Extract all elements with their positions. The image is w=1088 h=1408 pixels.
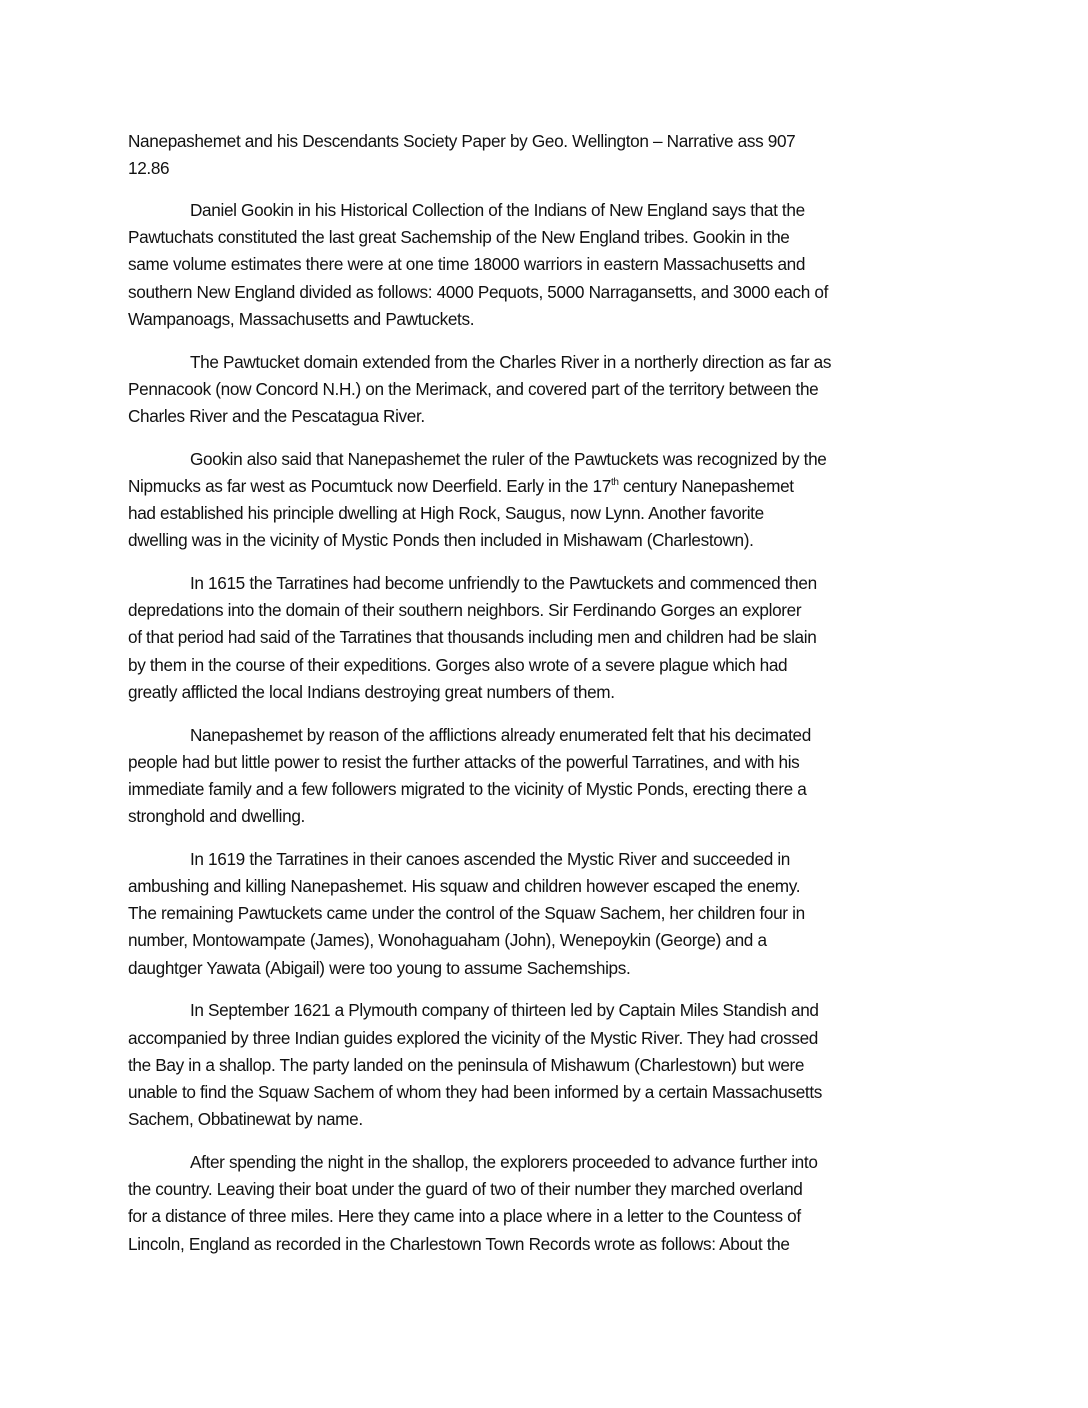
paragraph-line: people had but little power to resist the further attacks of the powerful Tarratines, and with his: [128, 751, 800, 772]
document-body: [128, 197, 968, 1273]
paragraph-line: Lincoln, England as recorded in the Charlestown Town Records wrote as follows: About the: [128, 1233, 790, 1254]
line-text: century Nanepashemet: [618, 475, 794, 496]
superscript: th: [610, 476, 619, 488]
paragraph-line: Charles River and the Pescatagua River.: [128, 405, 425, 426]
paragraph: [128, 197, 968, 333]
paragraph-line: Pawtuchats constituted the last great Sachemship of the New England tribes. Gookin in the: [128, 227, 790, 248]
paragraph-line: dwelling was in the vicinity of Mystic Ponds then included in Mishawam (Charlestown).: [128, 530, 754, 551]
paragraph: [128, 349, 968, 431]
paragraph-line: had established his principle dwelling at High Rock, Saugus, now Lynn. Another favorite: [128, 503, 764, 524]
paragraph-line: the country. Leaving their boat under the guard of two of their number they marched overland: [128, 1179, 803, 1200]
paragraph-line: In 1619 the Tarratines in their canoes ascended the Mystic River and succeeded in: [190, 848, 790, 869]
paragraph-line: of that period had said of the Tarratines that thousands including men and children had be slain: [128, 627, 817, 648]
document-heading: [128, 128, 968, 182]
paragraph-line: In 1615 the Tarratines had become unfriendly to the Pawtuckets and commenced then: [190, 573, 817, 594]
paragraph-line: southern New England divided as follows: 4000 Pequots, 5000 Narragansetts, and 3000 each of: [128, 281, 829, 302]
paragraph-line: immediate family and a few followers migrated to the vicinity of Mystic Ponds, erecting there a: [128, 778, 807, 799]
paragraph-line: for a distance of three miles. Here they came into a place where in a letter to the Countess of: [128, 1206, 801, 1227]
paragraph: [128, 446, 968, 555]
paragraph-line: daughtger Yawata (Abigail) were too young to assume Sachemships.: [128, 957, 631, 978]
paragraph-line: [128, 473, 968, 500]
heading-line: 12.86: [128, 158, 170, 179]
paragraph-line: Gookin also said that Nanepashemet the ruler of the Pawtuckets was recognized by the: [190, 448, 827, 469]
paragraph-line: Nanepashemet by reason of the afflictions already enumerated felt that his decimated: [190, 724, 811, 745]
paragraph-line: In September 1621 a Plymouth company of thirteen led by Captain Miles Standish and: [190, 1000, 819, 1021]
paragraph-line: Daniel Gookin in his Historical Collection of the Indians of New England says that the: [190, 200, 805, 220]
paragraph: [128, 570, 968, 706]
paragraph-line: Pennacook (now Concord N.H.) on the Merimack, and covered part of the territory between the: [128, 378, 819, 399]
paragraph-line: same volume estimates there were at one time 18000 warriors in eastern Massachusetts and: [128, 254, 806, 275]
paragraph-line: The remaining Pawtuckets came under the control of the Squaw Sachem, her children four in: [128, 903, 805, 924]
paragraph-line: ambushing and killing Nanepashemet. His squaw and children however escaped the enemy.: [128, 876, 801, 897]
paragraph-line: accompanied by three Indian guides explored the vicinity of the Mystic River. They had crossed: [128, 1027, 818, 1048]
line-text: Nipmucks as far west as Pocumtuck now Deerfield. Early in the 17: [128, 475, 611, 496]
paragraph-line: unable to find the Squaw Sachem of whom they had been informed by a certain Massachusetts: [128, 1082, 823, 1102]
paragraph-line: After spending the night in the shallop, the explorers proceeded to advance further into: [190, 1151, 818, 1172]
paragraph-line: number, Montowampate (James), Wonohaguaham (John), Wenepoykin (George) and a: [128, 930, 767, 951]
paragraph-line: the Bay in a shallop. The party landed on the peninsula of Mishawum (Charlestown) but were: [128, 1054, 805, 1075]
paragraph-line: stronghold and dwelling.: [128, 806, 305, 827]
paragraph-line: Wampanoags, Massachusetts and Pawtuckets.: [128, 308, 475, 329]
paragraph-line: Sachem, Obbatinewat by name.: [128, 1109, 363, 1130]
paragraph-line: depredations into the domain of their southern neighbors. Sir Ferdinando Gorges an explorer: [128, 600, 802, 621]
paragraph: [128, 997, 968, 1133]
paragraph: [128, 1149, 968, 1258]
paragraph: [128, 722, 968, 831]
paragraph: [128, 846, 968, 982]
paragraph-line: by them in the course of their expeditions. Gorges also wrote of a severe plague which had: [128, 654, 788, 675]
heading-line: Nanepashemet and his Descendants Society Paper by Geo. Wellington – Narrative ass 907: [128, 131, 796, 151]
paragraph-line: The Pawtucket domain extended from the Charles River in a northerly direction as far as: [190, 351, 832, 372]
paragraph-line: greatly afflicted the local Indians destroying great numbers of them.: [128, 681, 615, 702]
